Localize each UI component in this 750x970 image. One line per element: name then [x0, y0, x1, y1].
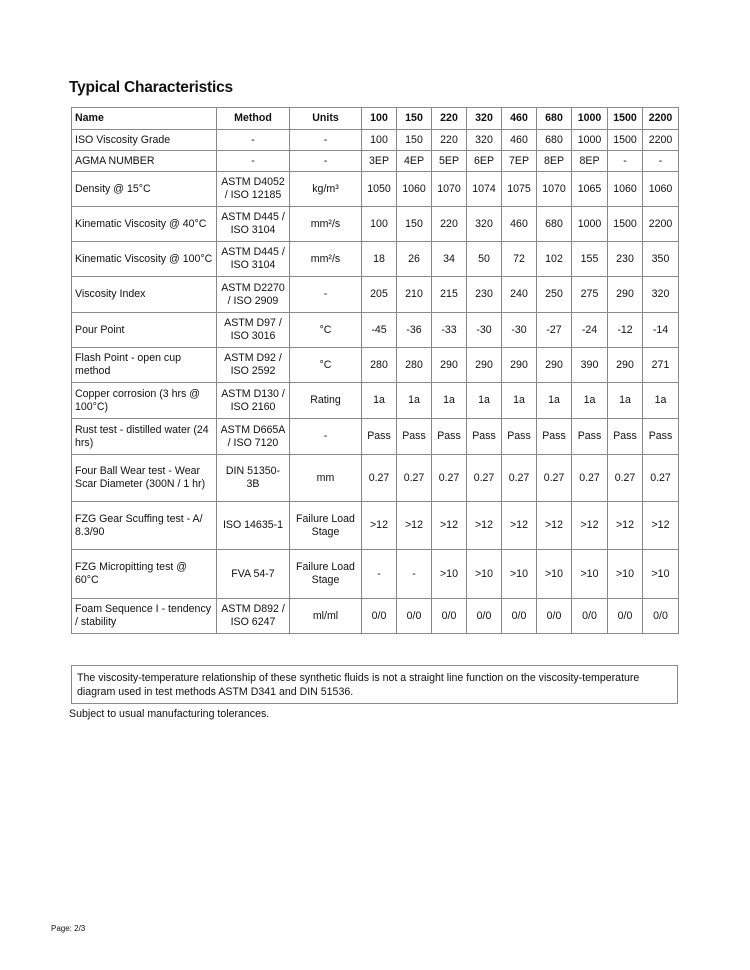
- value-cell: 271: [643, 348, 679, 383]
- method-cell: -: [217, 151, 290, 172]
- column-header: 220: [432, 108, 467, 130]
- value-cell: 680: [537, 207, 572, 242]
- value-cell: 320: [467, 130, 502, 151]
- value-cell: 1500: [608, 130, 643, 151]
- value-cell: -36: [397, 313, 432, 348]
- units-cell: -: [290, 151, 362, 172]
- value-cell: Pass: [362, 419, 397, 455]
- method-cell: ASTM D445 / ISO 3104: [217, 207, 290, 242]
- value-cell: 275: [572, 277, 608, 313]
- value-cell: 1070: [432, 172, 467, 207]
- value-cell: 1065: [572, 172, 608, 207]
- value-cell: 2200: [643, 207, 679, 242]
- method-cell: ASTM D4052 / ISO 12185: [217, 172, 290, 207]
- value-cell: >12: [502, 502, 537, 550]
- value-cell: >12: [467, 502, 502, 550]
- page-title: Typical Characteristics: [69, 79, 233, 96]
- value-cell: 100: [362, 130, 397, 151]
- method-cell: ISO 14635-1: [217, 502, 290, 550]
- value-cell: 0.27: [397, 455, 432, 502]
- value-cell: 0.27: [502, 455, 537, 502]
- value-cell: >12: [362, 502, 397, 550]
- property-name-cell: Four Ball Wear test - Wear Scar Diameter (300N / 1 hr): [72, 455, 217, 502]
- value-cell: 0/0: [397, 599, 432, 634]
- value-cell: 350: [643, 242, 679, 277]
- value-cell: 220: [432, 130, 467, 151]
- value-cell: 1500: [608, 207, 643, 242]
- value-cell: 1a: [362, 383, 397, 419]
- value-cell: 8EP: [572, 151, 608, 172]
- table-row: [72, 599, 679, 634]
- value-cell: Pass: [432, 419, 467, 455]
- value-cell: 280: [397, 348, 432, 383]
- value-cell: 205: [362, 277, 397, 313]
- value-cell: -30: [467, 313, 502, 348]
- column-header: 680: [537, 108, 572, 130]
- value-cell: -27: [537, 313, 572, 348]
- property-name-cell: FZG Gear Scuffing test - A/ 8.3/90: [72, 502, 217, 550]
- method-cell: ASTM D892 / ISO 6247: [217, 599, 290, 634]
- value-cell: Pass: [572, 419, 608, 455]
- method-cell: ASTM D130 / ISO 2160: [217, 383, 290, 419]
- value-cell: 100: [362, 207, 397, 242]
- value-cell: 460: [502, 130, 537, 151]
- value-cell: 1a: [502, 383, 537, 419]
- table-row: [72, 130, 679, 151]
- value-cell: 8EP: [537, 151, 572, 172]
- value-cell: 680: [537, 130, 572, 151]
- value-cell: Pass: [608, 419, 643, 455]
- units-cell: Rating: [290, 383, 362, 419]
- table-row: [72, 242, 679, 277]
- value-cell: 0/0: [572, 599, 608, 634]
- units-cell: -: [290, 130, 362, 151]
- units-cell: ml/ml: [290, 599, 362, 634]
- value-cell: >12: [432, 502, 467, 550]
- value-cell: 390: [572, 348, 608, 383]
- value-cell: 220: [432, 207, 467, 242]
- value-cell: 0/0: [502, 599, 537, 634]
- value-cell: 5EP: [432, 151, 467, 172]
- method-cell: ASTM D97 / ISO 3016: [217, 313, 290, 348]
- units-cell: Failure Load Stage: [290, 550, 362, 599]
- value-cell: 320: [643, 277, 679, 313]
- table-row: [72, 550, 679, 599]
- value-cell: 290: [432, 348, 467, 383]
- value-cell: 4EP: [397, 151, 432, 172]
- property-name-cell: Foam Sequence I - tendency / stability: [72, 599, 217, 634]
- value-cell: -: [608, 151, 643, 172]
- value-cell: >10: [537, 550, 572, 599]
- column-header: 100: [362, 108, 397, 130]
- value-cell: 0/0: [432, 599, 467, 634]
- method-cell: ASTM D2270 / ISO 2909: [217, 277, 290, 313]
- property-name-cell: Pour Point: [72, 313, 217, 348]
- table-row: [72, 277, 679, 313]
- value-cell: 1a: [432, 383, 467, 419]
- column-header: Name: [72, 108, 217, 130]
- value-cell: 280: [362, 348, 397, 383]
- property-name-cell: ISO Viscosity Grade: [72, 130, 217, 151]
- column-header: 150: [397, 108, 432, 130]
- property-name-cell: Copper corrosion (3 hrs @ 100°C): [72, 383, 217, 419]
- value-cell: 34: [432, 242, 467, 277]
- value-cell: >10: [608, 550, 643, 599]
- value-cell: 250: [537, 277, 572, 313]
- value-cell: -: [362, 550, 397, 599]
- value-cell: Pass: [467, 419, 502, 455]
- property-name-cell: Kinematic Viscosity @ 40°C: [72, 207, 217, 242]
- note-text: The viscosity-temperature relationship of these synthetic fluids is not a straight line function on the viscosity-temperature diagram used in test methods ASTM D341 and DIN 51536.: [77, 672, 640, 698]
- value-cell: >12: [537, 502, 572, 550]
- property-name-cell: Rust test - distilled water (24 hrs): [72, 419, 217, 455]
- value-cell: 155: [572, 242, 608, 277]
- value-cell: 150: [397, 207, 432, 242]
- table-row: [72, 383, 679, 419]
- table-row: [72, 207, 679, 242]
- disclaimer: Subject to usual manufacturing tolerances.: [69, 708, 270, 720]
- method-cell: DIN 51350-3B: [217, 455, 290, 502]
- value-cell: -30: [502, 313, 537, 348]
- table-body: [72, 130, 679, 634]
- property-name-cell: Viscosity Index: [72, 277, 217, 313]
- value-cell: 1a: [572, 383, 608, 419]
- value-cell: 1000: [572, 207, 608, 242]
- value-cell: 0/0: [643, 599, 679, 634]
- property-name-cell: AGMA NUMBER: [72, 151, 217, 172]
- value-cell: 1000: [572, 130, 608, 151]
- value-cell: 3EP: [362, 151, 397, 172]
- units-cell: mm: [290, 455, 362, 502]
- value-cell: >12: [572, 502, 608, 550]
- value-cell: 210: [397, 277, 432, 313]
- table-header-row: [72, 108, 679, 130]
- table-row: [72, 348, 679, 383]
- units-cell: mm²/s: [290, 207, 362, 242]
- value-cell: 0/0: [608, 599, 643, 634]
- table-row: [72, 151, 679, 172]
- value-cell: Pass: [643, 419, 679, 455]
- characteristics-table: [71, 107, 679, 634]
- table-row: [72, 455, 679, 502]
- table-row: [72, 172, 679, 207]
- value-cell: 1075: [502, 172, 537, 207]
- value-cell: 26: [397, 242, 432, 277]
- column-header: 1500: [608, 108, 643, 130]
- value-cell: 290: [502, 348, 537, 383]
- units-cell: -: [290, 277, 362, 313]
- units-cell: °C: [290, 313, 362, 348]
- table-row: [72, 419, 679, 455]
- value-cell: 0/0: [467, 599, 502, 634]
- value-cell: 1a: [397, 383, 432, 419]
- value-cell: -12: [608, 313, 643, 348]
- value-cell: 215: [432, 277, 467, 313]
- value-cell: 1070: [537, 172, 572, 207]
- units-cell: -: [290, 419, 362, 455]
- value-cell: Pass: [397, 419, 432, 455]
- value-cell: -24: [572, 313, 608, 348]
- property-name-cell: Kinematic Viscosity @ 100°C: [72, 242, 217, 277]
- value-cell: 1a: [467, 383, 502, 419]
- value-cell: 150: [397, 130, 432, 151]
- value-cell: 50: [467, 242, 502, 277]
- value-cell: 240: [502, 277, 537, 313]
- value-cell: >12: [608, 502, 643, 550]
- value-cell: 0.27: [537, 455, 572, 502]
- value-cell: 1060: [608, 172, 643, 207]
- value-cell: 1050: [362, 172, 397, 207]
- column-header: 460: [502, 108, 537, 130]
- value-cell: 102: [537, 242, 572, 277]
- value-cell: >12: [397, 502, 432, 550]
- value-cell: 0.27: [643, 455, 679, 502]
- value-cell: >10: [502, 550, 537, 599]
- value-cell: >10: [432, 550, 467, 599]
- column-header: 320: [467, 108, 502, 130]
- value-cell: >10: [467, 550, 502, 599]
- value-cell: -14: [643, 313, 679, 348]
- table-row: [72, 313, 679, 348]
- value-cell: 18: [362, 242, 397, 277]
- value-cell: 1060: [643, 172, 679, 207]
- column-header: Units: [290, 108, 362, 130]
- value-cell: 72: [502, 242, 537, 277]
- value-cell: 1a: [643, 383, 679, 419]
- value-cell: 0.27: [608, 455, 643, 502]
- value-cell: 0.27: [467, 455, 502, 502]
- method-cell: -: [217, 130, 290, 151]
- property-name-cell: FZG Micropitting test @ 60°C: [72, 550, 217, 599]
- value-cell: 0.27: [572, 455, 608, 502]
- table-row: [72, 502, 679, 550]
- value-cell: Pass: [502, 419, 537, 455]
- value-cell: 290: [467, 348, 502, 383]
- value-cell: Pass: [537, 419, 572, 455]
- value-cell: 0.27: [432, 455, 467, 502]
- value-cell: 230: [608, 242, 643, 277]
- value-cell: >10: [572, 550, 608, 599]
- method-cell: ASTM D445 / ISO 3104: [217, 242, 290, 277]
- value-cell: 1a: [537, 383, 572, 419]
- value-cell: 2200: [643, 130, 679, 151]
- value-cell: 460: [502, 207, 537, 242]
- value-cell: 7EP: [502, 151, 537, 172]
- value-cell: -: [397, 550, 432, 599]
- value-cell: 230: [467, 277, 502, 313]
- value-cell: 290: [608, 348, 643, 383]
- value-cell: -33: [432, 313, 467, 348]
- value-cell: 6EP: [467, 151, 502, 172]
- value-cell: -: [643, 151, 679, 172]
- units-cell: kg/m³: [290, 172, 362, 207]
- column-header: 2200: [643, 108, 679, 130]
- page-number: Page: 2/3: [51, 924, 86, 933]
- value-cell: >10: [643, 550, 679, 599]
- value-cell: 0.27: [362, 455, 397, 502]
- column-header: 1000: [572, 108, 608, 130]
- value-cell: 1060: [397, 172, 432, 207]
- value-cell: 0/0: [537, 599, 572, 634]
- value-cell: 1a: [608, 383, 643, 419]
- method-cell: FVA 54-7: [217, 550, 290, 599]
- value-cell: 1074: [467, 172, 502, 207]
- value-cell: 320: [467, 207, 502, 242]
- value-cell: 290: [608, 277, 643, 313]
- units-cell: mm²/s: [290, 242, 362, 277]
- property-name-cell: Flash Point - open cup method: [72, 348, 217, 383]
- value-cell: 290: [537, 348, 572, 383]
- column-header: Method: [217, 108, 290, 130]
- value-cell: -45: [362, 313, 397, 348]
- units-cell: °C: [290, 348, 362, 383]
- method-cell: ASTM D665A / ISO 7120: [217, 419, 290, 455]
- method-cell: ASTM D92 / ISO 2592: [217, 348, 290, 383]
- value-cell: 0/0: [362, 599, 397, 634]
- value-cell: >12: [643, 502, 679, 550]
- property-name-cell: Density @ 15°C: [72, 172, 217, 207]
- note-box: [71, 665, 678, 704]
- units-cell: Failure Load Stage: [290, 502, 362, 550]
